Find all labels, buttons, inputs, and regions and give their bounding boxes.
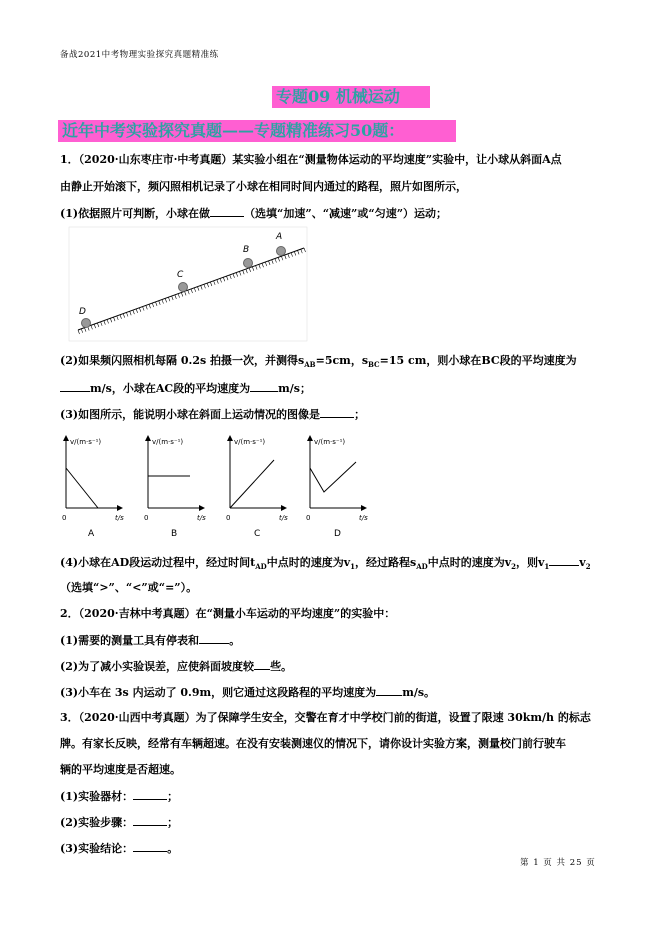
- q2-stem: 2．（2020·吉林中考真题）在“测量小车运动的平均速度”的实验中：: [60, 607, 396, 620]
- graph-d: [306, 436, 368, 539]
- q3-stem-line3: 辆的平均速度是否超速。: [60, 763, 181, 776]
- svg-text:v/(m·s⁻¹): v/(m·s⁻¹): [234, 438, 266, 446]
- svg-text:t/s: t/s: [197, 514, 206, 522]
- svg-text:0: 0: [62, 514, 67, 522]
- q3-part2: (2)实验步骤： ；: [60, 816, 179, 829]
- svg-text:0: 0: [226, 514, 231, 522]
- answer-blank[interactable]: [549, 555, 579, 566]
- topic-title: 专题09 机械运动: [272, 86, 430, 108]
- ball-a: [277, 247, 286, 256]
- label-c: C: [177, 270, 184, 280]
- q1-stem-line2: 由静止开始滚下，频闪照相机记录了小球在相同时间内通过的路程，照片如图所示，: [60, 180, 467, 193]
- svg-text:0: 0: [306, 514, 311, 522]
- answer-blank[interactable]: [210, 206, 244, 217]
- graph-b: [144, 436, 206, 539]
- graph-c: [226, 436, 288, 539]
- svg-text:t/s: t/s: [359, 514, 368, 522]
- q2-part2: (2)为了减小实验误差，应使斜面坡度较 些。: [60, 660, 293, 673]
- q1-part4-line2: （选填“>”、“<”或“=”）。: [60, 581, 198, 594]
- q1-part3: (3)如图所示，能说明小球在斜面上运动情况的图像是 ；: [60, 408, 366, 421]
- q3-part3: (3)实验结论： 。: [60, 842, 179, 855]
- svg-text:0: 0: [144, 514, 149, 522]
- ball-c: [179, 283, 188, 292]
- svg-text:t/s: t/s: [279, 514, 288, 522]
- q3-stem-line2: 牌。有家长反映，经常有车辆超速。在没有安装测速仪的情况下，请你设计实验方案，测量校门前行驶车: [60, 737, 566, 750]
- answer-blank[interactable]: [199, 633, 229, 644]
- answer-blank[interactable]: [60, 381, 90, 392]
- svg-text:D: D: [334, 529, 341, 539]
- svg-text:t/s: t/s: [115, 514, 124, 522]
- label-a: A: [276, 232, 283, 242]
- q3-part1: (1)实验器材： ；: [60, 790, 179, 803]
- q2-part1: (1)需要的测量工具有停表和 。: [60, 634, 241, 647]
- label-d: D: [79, 307, 86, 317]
- q1-part4-line1: (4)小球在AD段运动过程中，经过时间$t_{AD}$中点时的速度为$v_1$，经过路程$s_{AD}$中点时的速度为$v_2$，则$v_1$ $v_2$: [60, 556, 591, 572]
- answer-blank[interactable]: [133, 841, 167, 852]
- page-footer: 第 1 页 共 25 页: [520, 858, 596, 868]
- q3-stem-line1: 3．（2020·山西中考真题）为了保障学生安全，交警在育才中学校门前的街道，设置了限速 30km/h 的标志: [60, 711, 591, 724]
- answer-blank[interactable]: [254, 659, 270, 670]
- incline-photo-diagram: [68, 226, 308, 342]
- svg-text:A: A: [88, 529, 95, 539]
- q2-part3: (3)小车在 3s 内运动了 0.9m，则它通过这段路程的平均速度为 m/s。: [60, 686, 436, 699]
- ball-b: [244, 259, 253, 268]
- q1-part2-line2: m/s，小球在AC段的平均速度为 m/s；: [60, 381, 311, 396]
- svg-text:C: C: [254, 529, 261, 539]
- q1-stem-line1: 1．（2020·山东枣庄市·中考真题）某实验小组在“测量物体运动的平均速度”实验中，让小球从斜面A点: [60, 153, 562, 166]
- answer-blank[interactable]: [133, 815, 167, 826]
- svg-text:v/(m·s⁻¹): v/(m·s⁻¹): [70, 438, 102, 446]
- svg-text:v/(m·s⁻¹): v/(m·s⁻¹): [152, 438, 184, 446]
- section-subtitle: 近年中考实验探究真题——专题精准练习50题：: [58, 120, 456, 142]
- answer-blank[interactable]: [320, 407, 354, 418]
- q1-part2-line1: (2)如果频闪照相机每隔 0.2s 拍摄一次，并测得$s_{AB}=5cm$，$s_{BC}=15$ cm，则小球在BC段的平均速度为: [60, 354, 577, 370]
- page-header: 备战2021中考物理实验探究真题精准练: [60, 50, 219, 60]
- label-b: B: [243, 245, 250, 255]
- svg-text:B: B: [171, 529, 178, 539]
- svg-text:v/(m·s⁻¹): v/(m·s⁻¹): [314, 438, 346, 446]
- ball-d: [82, 319, 91, 328]
- answer-blank[interactable]: [133, 789, 167, 800]
- answer-blank[interactable]: [376, 685, 402, 696]
- graph-a: [62, 436, 124, 539]
- answer-blank[interactable]: [250, 381, 278, 392]
- q1-part1: (1)依据照片可判断，小球在做 （选填“加速”、“减速”或“匀速”）运动；: [60, 207, 448, 220]
- vt-graphs: [58, 432, 378, 540]
